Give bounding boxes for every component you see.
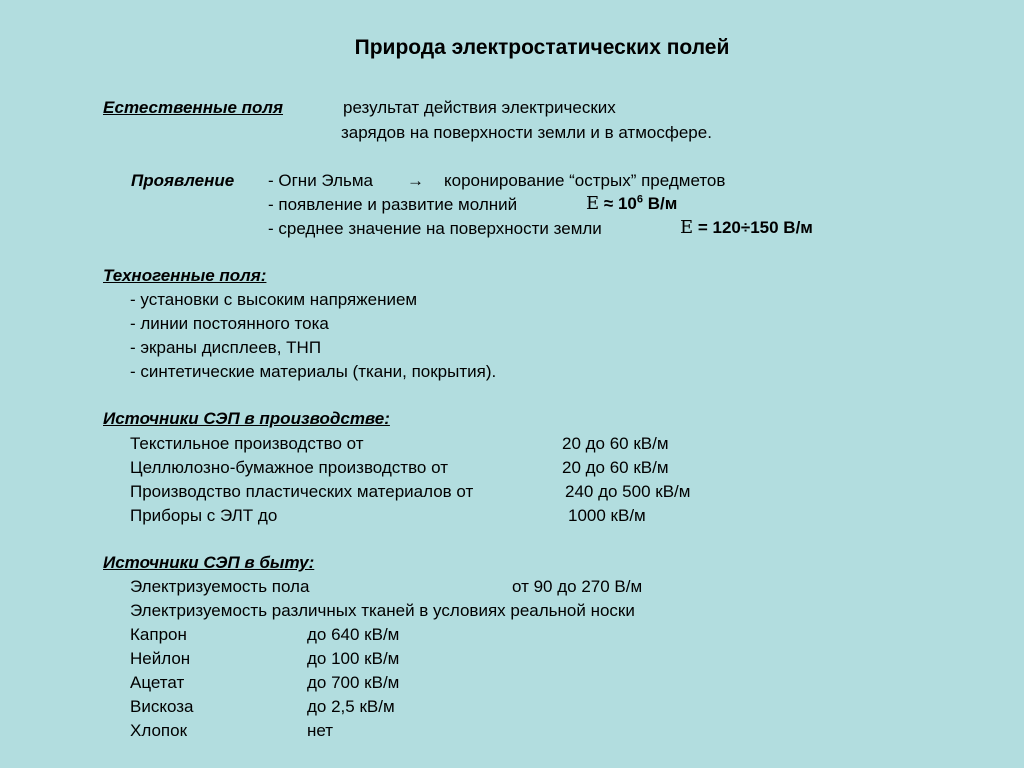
manifestation-item-1-result: коронирование “острых” предметов <box>444 171 726 190</box>
fabric-name: Хлопок <box>130 721 188 740</box>
earth-field-value: = 120÷150 В/м <box>697 218 813 237</box>
lightning-field-exponent: 6 <box>636 193 643 206</box>
fabric-value: нет <box>307 721 334 740</box>
fabric-name: Вискоза <box>130 697 194 716</box>
lightning-field-base: 10 <box>617 194 637 213</box>
industry-row-value: 20 до 60 кВ/м <box>562 434 669 453</box>
technogenic-fields-header: Техногенные поля: <box>103 266 267 285</box>
lightning-field-formula <box>586 194 677 214</box>
approx-sign: ≈ <box>603 194 614 213</box>
arrow-right-icon: → <box>407 171 424 190</box>
fabric-value: до 640 кВ/м <box>307 625 400 644</box>
fabric-value: до 2,5 кВ/м <box>307 697 395 716</box>
earth-field-formula <box>680 218 813 238</box>
floor-electrification-value: от 90 до 270 В/м <box>512 577 643 596</box>
fabric-value: до 100 кВ/м <box>307 649 400 668</box>
household-sources-header: Источники СЭП в быту: <box>103 553 315 572</box>
page-title: Природа электростатических полей <box>354 36 730 59</box>
technogenic-item: - установки с высоким напряжением <box>130 290 418 309</box>
natural-desc-line2: зарядов на поверхности земли и в атмосфере. <box>341 123 712 142</box>
natural-fields-header: Естественные поля <box>103 98 284 117</box>
industry-row-name: Производство пластических материалов от <box>130 482 474 501</box>
floor-electrification-name: Электризуемость пола <box>130 577 310 596</box>
industry-row-name: Целлюлозно-бумажное производство от <box>130 458 448 477</box>
industry-row-value: 1000 кВ/м <box>568 506 646 525</box>
field-strength-symbol-2: E <box>680 217 694 238</box>
industry-sources-header: Источники СЭП в производстве: <box>103 409 390 428</box>
fabric-name: Капрон <box>130 625 187 644</box>
technogenic-item: - линии постоянного тока <box>130 314 329 333</box>
manifestation-label: Проявление <box>131 171 235 190</box>
manifestation-item-3: - среднее значение на поверхности земли <box>268 219 602 238</box>
industry-row-name: Приборы с ЭЛТ до <box>130 506 278 525</box>
industry-row-value: 20 до 60 кВ/м <box>562 458 669 477</box>
industry-row-name: Текстильное производство от <box>130 434 364 453</box>
fabric-value: до 700 кВ/м <box>307 673 400 692</box>
field-strength-symbol: E <box>586 193 600 214</box>
lightning-field-unit: В/м <box>647 194 678 213</box>
fabric-name: Нейлон <box>130 649 191 668</box>
fabrics-intro: Электризуемость различных тканей в условиях реальной носки <box>130 601 635 620</box>
manifestation-item-1: - Огни Эльма <box>268 171 373 190</box>
fabric-name: Ацетат <box>130 673 185 692</box>
industry-row-value: 240 до 500 кВ/м <box>565 482 691 501</box>
natural-desc-line1: результат действия электрических <box>343 98 616 117</box>
technogenic-item: - экраны дисплеев, ТНП <box>130 338 322 357</box>
manifestation-item-2: - появление и развитие молний <box>268 195 518 214</box>
technogenic-item: - синтетические материалы (ткани, покрытия). <box>130 362 497 381</box>
